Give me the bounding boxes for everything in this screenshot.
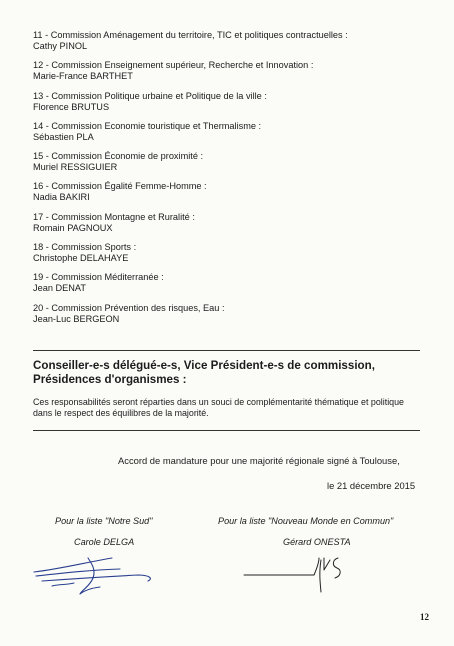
signature-onesta <box>240 552 360 598</box>
commission-title: 13 - Commission Politique urbaine et Politique de la ville : <box>33 90 267 101</box>
signatory-name: Gérard ONESTA <box>283 537 351 547</box>
signatory-list-label: Pour la liste "Nouveau Monde en Commun" <box>218 516 394 526</box>
commission-item <box>33 121 433 143</box>
agreement-line: Accord de mandature pour une majorité régionale signé à Toulouse, <box>118 455 400 466</box>
signatory-name: Carole DELGA <box>74 537 135 547</box>
signature-delga <box>30 550 170 600</box>
commission-president: Sébastien PLA <box>33 131 94 142</box>
commission-list <box>33 30 433 333</box>
commission-president: Christophe DELAHAYE <box>33 253 129 264</box>
section-divider <box>33 430 420 431</box>
commission-title: 11 - Commission Aménagement du territoire, TIC et politiques contractuelles : <box>33 30 348 40</box>
commission-president: Jean DENAT <box>33 283 86 294</box>
section-heading: Conseiller-e-s délégué-e-s, Vice Président-e-s de commission, Présidences d'organismes : <box>33 359 375 386</box>
commission-title: 14 - Commission Economie touristique et Thermalisme : <box>33 120 262 131</box>
commission-president: Jean-Luc BERGEON <box>33 313 120 324</box>
commission-item <box>33 30 433 52</box>
commission-title: 15 - Commission Économie de proximité : <box>33 151 204 162</box>
commission-item <box>33 151 433 173</box>
commission-title: 18 - Commission Sports : <box>33 242 137 253</box>
signatory-list-label: Pour la liste "Notre Sud" <box>55 516 153 526</box>
commission-president: Muriel RESSIGUIER <box>33 162 118 173</box>
page-number: 12 <box>420 612 429 622</box>
section-divider <box>33 350 420 351</box>
commission-item <box>33 303 433 325</box>
commission-item <box>33 272 433 294</box>
commission-title: 19 - Commission Méditerranée : <box>33 272 164 283</box>
commission-title: 17 - Commission Montagne et Ruralité : <box>33 211 195 222</box>
commission-item <box>33 181 433 203</box>
commission-president: Cathy PINOL <box>33 41 88 51</box>
commission-title: 12 - Commission Enseignement supérieur, Recherche et Innovation : <box>33 60 314 71</box>
commission-item <box>33 212 433 234</box>
commission-president: Romain PAGNOUX <box>33 222 113 233</box>
commission-title: 20 - Commission Prévention des risques, Eau : <box>33 302 225 313</box>
commission-item <box>33 242 433 264</box>
commission-item <box>33 91 433 113</box>
commission-president: Nadia BAKIRI <box>33 192 90 203</box>
commission-president: Marie-France BARTHET <box>33 71 133 82</box>
agreement-date: le 21 décembre 2015 <box>327 480 416 491</box>
commission-item <box>33 60 433 82</box>
commission-president: Florence BRUTUS <box>33 101 110 112</box>
section-paragraph: Ces responsabilités seront réparties dans un souci de complémentarité thématique et politique dans le respect des équilibres de la majorité. <box>33 397 404 418</box>
commission-title: 16 - Commission Égalité Femme-Homme : <box>33 181 207 192</box>
